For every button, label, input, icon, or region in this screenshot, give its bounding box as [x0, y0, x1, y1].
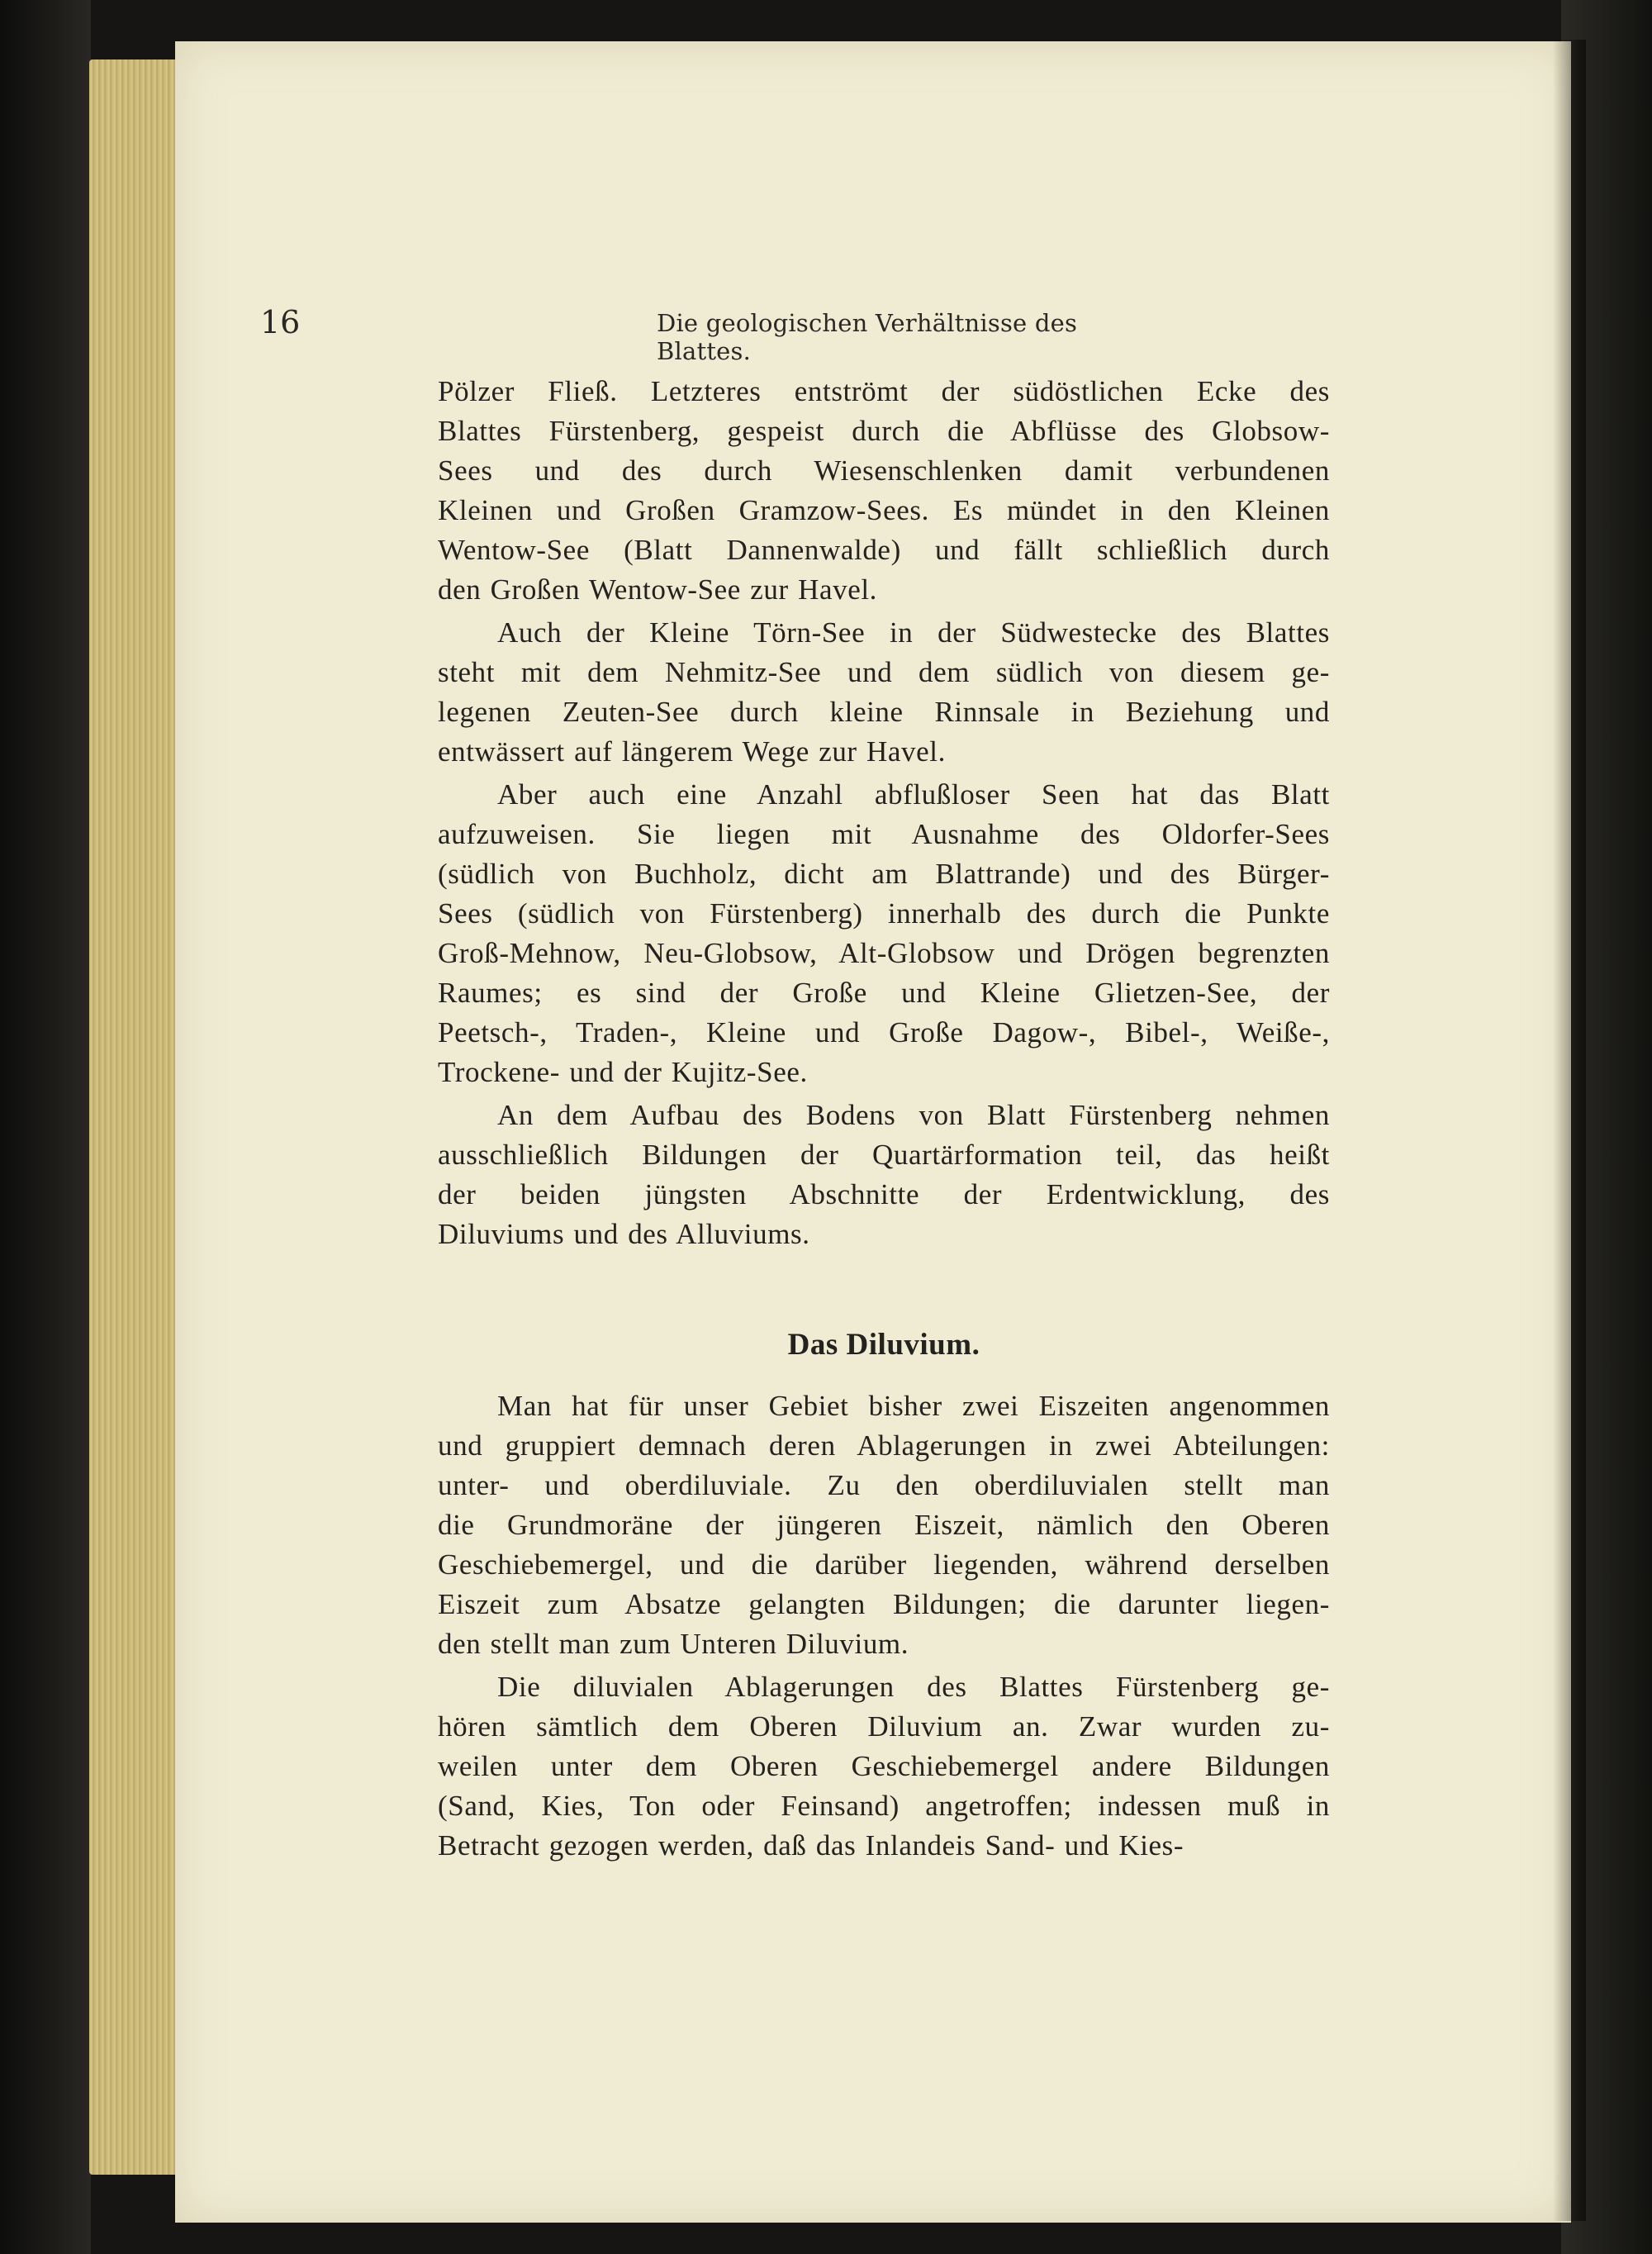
text-line: weilen unter dem Oberen Geschiebemergel andere Bildungen [438, 1750, 1330, 1782]
paragraph [438, 613, 1330, 772]
text-line: der beiden jüngsten Abschnitte der Erdentwicklung, des [438, 1178, 1330, 1210]
page-number: 16 [260, 304, 301, 340]
text-line: (südlich von Buchholz, dicht am Blattrande) und des Bürger- [438, 858, 1330, 890]
text-line: den stellt man zum Unteren Diluvium. [438, 1628, 909, 1660]
text-line: Pölzer Fließ. Letzteres entströmt der südöstlichen Ecke des [438, 375, 1330, 407]
text-line: die Grundmoräne der jüngeren Eiszeit, nämlich den Oberen [438, 1509, 1330, 1541]
text-line: unter- und oberdiluviale. Zu den oberdiluvialen stellt man [438, 1469, 1330, 1501]
section-heading: Das Diluvium. [787, 1328, 980, 1362]
paragraph [438, 775, 1330, 1092]
text-line: Peetsch-, Traden-, Kleine und Große Dagow-, Bibel-, Weiße-, [438, 1016, 1330, 1049]
text-line: den Großen Wentow-See zur Havel. [438, 573, 878, 606]
text-line: steht mit dem Nehmitz-See und dem südlich von diesem ge- [438, 656, 1330, 688]
text-line: Die diluvialen Ablagerungen des Blattes Fürstenberg ge- [497, 1671, 1330, 1703]
paragraph [438, 1386, 1330, 1664]
spine-shadow [1553, 40, 1586, 2221]
text-line: hören sämtlich dem Oberen Diluvium an. Zwar wurden zu- [438, 1710, 1330, 1743]
text-line: An dem Aufbau des Bodens von Blatt Fürstenberg nehmen [497, 1099, 1330, 1131]
text-line: Diluviums und des Alluviums. [438, 1218, 810, 1250]
body-text [438, 372, 1330, 1866]
running-title: Die geologischen Verhältnisse des Blattes. [657, 309, 1078, 365]
text-line: (Sand, Kies, Ton oder Feinsand) angetroffen; indessen muß in [438, 1790, 1330, 1822]
text-line: ausschließlich Bildungen der Quartärformation teil, das heißt [438, 1139, 1330, 1171]
text-line: Auch der Kleine Törn-See in der Südwestecke des Blattes [497, 616, 1330, 649]
paragraph [438, 1096, 1330, 1254]
intro-paragraphs [438, 372, 1330, 1254]
text-line: Sees und des durch Wiesenschlenken damit verbundenen [438, 454, 1330, 487]
text-line: Groß-Mehnow, Neu-Globsow, Alt-Globsow und Drögen begrenzten [438, 937, 1330, 969]
paragraph [438, 372, 1330, 610]
text-line: Geschiebemergel, und die darüber liegenden, während derselben [438, 1548, 1330, 1581]
text-line: Aber auch eine Anzahl abflußloser Seen hat das Blatt [497, 778, 1330, 811]
text-line: Sees (südlich von Fürstenberg) innerhalb des durch die Punkte [438, 897, 1330, 930]
text-line: legenen Zeuten-See durch kleine Rinnsale in Beziehung und [438, 696, 1330, 728]
text-line: Raumes; es sind der Große und Kleine Glietzen-See, der [438, 977, 1330, 1009]
text-line: Trockene- und der Kujitz-See. [438, 1056, 808, 1088]
book-cover-left [0, 0, 91, 2254]
text-line: Eiszeit zum Absatze gelangten Bildungen; die darunter liegen- [438, 1588, 1330, 1620]
page-edges [89, 59, 188, 2175]
text-line: Blattes Fürstenberg, gespeist durch die Abflüsse des Globsow- [438, 415, 1330, 447]
text-line: entwässert auf längerem Wege zur Havel. [438, 735, 946, 768]
text-line: Man hat für unser Gebiet bisher zwei Eiszeiten angenommen [497, 1390, 1330, 1422]
section-paragraphs [438, 1386, 1330, 1866]
text-line: aufzuweisen. Sie liegen mit Ausnahme des Oldorfer-Sees [438, 818, 1330, 850]
text-line: Kleinen und Großen Gramzow-Sees. Es mündet in den Kleinen [438, 494, 1330, 526]
text-line: und gruppiert demnach deren Ablagerungen in zwei Abteilungen: [438, 1429, 1330, 1462]
paragraph [438, 1667, 1330, 1866]
text-line: Wentow-See (Blatt Dannenwalde) und fällt schließlich durch [438, 534, 1330, 566]
text-line: Betracht gezogen werden, daß das Inlandeis Sand- und Kies- [438, 1829, 1184, 1862]
